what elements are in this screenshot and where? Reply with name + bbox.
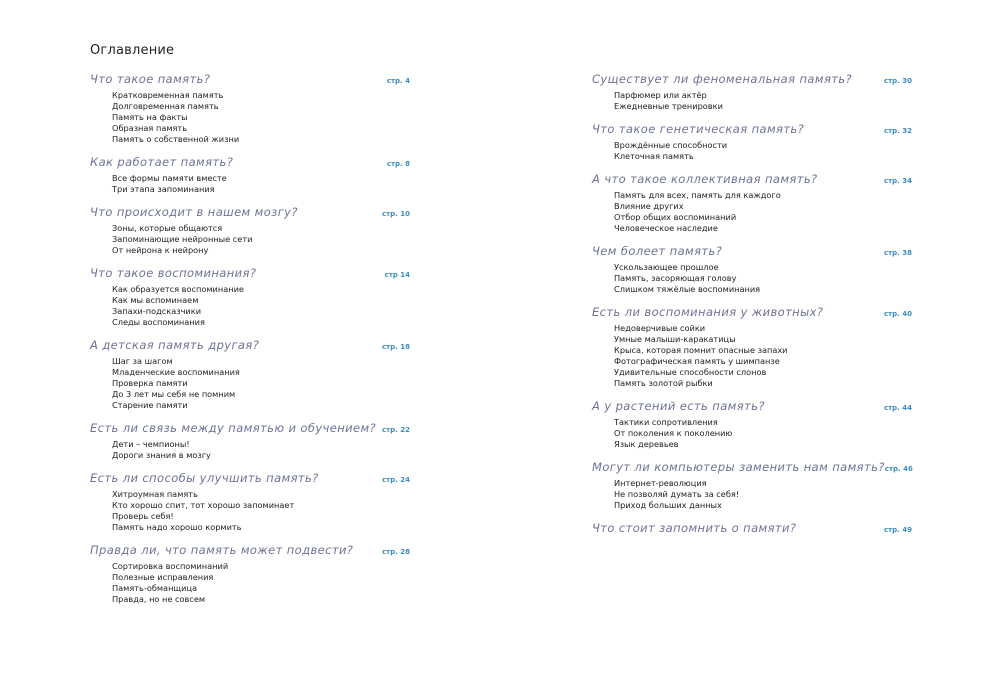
- toc-subsection-list: [90, 90, 410, 145]
- toc-subsection-item: Проверь себя!: [112, 511, 174, 521]
- toc-subsection-item: Правда, но не совсем: [112, 594, 206, 604]
- toc-subsection-item: Следы воспоминания: [112, 317, 205, 327]
- toc-section: [592, 72, 912, 112]
- toc-subsection-list: [90, 439, 410, 461]
- toc-page-number: стр 14: [384, 271, 410, 279]
- toc-section-title: Правда ли, что память может подвести?: [90, 543, 354, 557]
- toc-section-title: Есть ли воспоминания у животных?: [592, 305, 824, 319]
- toc-section-header: [90, 471, 410, 488]
- toc-subsection-item: Шаг за шагом: [112, 356, 173, 366]
- toc-section-title: Что такое воспоминания?: [90, 266, 257, 280]
- toc-subsection-item: Как образуется воспоминание: [112, 284, 244, 294]
- toc-subsection-item: Сортировка воспоминаний: [112, 561, 229, 571]
- toc-subsection-item: Память на факты: [112, 112, 188, 122]
- toc-subsection-item: Фотографическая память у шимпанзе: [614, 356, 780, 366]
- toc-section-header: [592, 460, 912, 477]
- toc-subsection-list: [90, 356, 410, 411]
- toc-subsection-list: [90, 284, 410, 328]
- toc-subsection-item: Тактики сопротивления: [614, 417, 718, 427]
- toc-subsection-list: [592, 190, 912, 234]
- toc-section-header: [90, 266, 410, 283]
- toc-subsection-item: Человеческое наследие: [614, 223, 718, 233]
- toc-section: [90, 338, 410, 411]
- toc-right-column: [592, 72, 912, 548]
- toc-section: [90, 471, 410, 533]
- toc-section-header: [592, 399, 912, 416]
- toc-section-title: Как работает память?: [90, 155, 234, 169]
- toc-section-header: [90, 338, 410, 355]
- toc-page-number: стр. 49: [883, 526, 912, 534]
- toc-subsection-item: Приход больших данных: [614, 500, 722, 510]
- toc-subsection-list: [592, 417, 912, 450]
- toc-subsection-item: Кто хорошо спит, тот хорошо запоминает: [112, 500, 295, 510]
- toc-section: [592, 172, 912, 234]
- toc-section-header: [592, 305, 912, 322]
- toc-page-number: стр. 10: [381, 210, 410, 218]
- toc-subsection-item: От поколения к поколению: [614, 428, 733, 438]
- toc-section: [90, 205, 410, 256]
- toc-subsection-list: [90, 561, 410, 605]
- toc-section: [592, 399, 912, 450]
- toc-subsection-list: [592, 262, 912, 295]
- toc-subsection-item: Младенческие воспоминания: [112, 367, 240, 377]
- toc-subsection-list: [90, 223, 410, 256]
- toc-section: [90, 421, 410, 461]
- toc-subsection-item: Влияние других: [614, 201, 684, 211]
- toc-subsection-item: Как мы вспоминаем: [112, 295, 199, 305]
- toc-subsection-item: Ежедневные тренировки: [614, 101, 723, 111]
- toc-subsection-list: [592, 478, 912, 511]
- toc-page-number: стр. 8: [386, 160, 410, 168]
- toc-subsection-item: До 3 лет мы себя не помним: [112, 389, 236, 399]
- toc-section: [90, 155, 410, 195]
- toc-subsection-list: [592, 90, 912, 112]
- toc-section: [592, 122, 912, 162]
- toc-subsection-list: [592, 140, 912, 162]
- toc-section: [592, 244, 912, 295]
- toc-subsection-item: Память золотой рыбки: [614, 378, 713, 388]
- toc-left-column: [90, 72, 410, 615]
- toc-subsection-item: Запахи-подсказчики: [112, 306, 202, 316]
- toc-subsection-item: Дороги знания в мозгу: [112, 450, 211, 460]
- toc-section-header: [90, 72, 410, 89]
- toc-subsection-item: Все формы памяти вместе: [112, 173, 227, 183]
- toc-subsection-item: Недоверчивые сойки: [614, 323, 706, 333]
- toc-subsection-item: Крыса, которая помнит опасные запахи: [614, 345, 788, 355]
- toc-section-header: [90, 421, 410, 438]
- toc-subsection-item: Кратковременная память: [112, 90, 224, 100]
- toc-subsection-item: От нейрона к нейрону: [112, 245, 209, 255]
- toc-section-title: Что стоит запомнить о памяти?: [592, 521, 797, 535]
- toc-page-number: стр. 34: [883, 177, 912, 185]
- toc-section: [90, 266, 410, 328]
- toc-page-number: стр. 46: [884, 465, 913, 473]
- toc-page-number: стр. 4: [386, 77, 410, 85]
- toc-subsection-item: Образная память: [112, 123, 188, 133]
- toc-subsection-list: [90, 489, 410, 533]
- toc-subsection-item: Дети – чемпионы!: [112, 439, 190, 449]
- toc-section: [90, 72, 410, 145]
- toc-subsection-item: Умные малыши-каракатицы: [614, 334, 736, 344]
- toc-subsection-item: Слишком тяжёлые воспоминания: [614, 284, 761, 294]
- toc-page-number: стр. 40: [883, 310, 912, 318]
- toc-section-title: А детская память другая?: [90, 338, 260, 352]
- toc-page-number: стр. 32: [883, 127, 912, 135]
- toc-page-number: стр. 18: [381, 343, 410, 351]
- toc-subsection-list: [592, 323, 912, 389]
- toc-section-title: Могут ли компьютеры заменить нам память?: [592, 460, 885, 474]
- toc-page-number: стр. 22: [381, 426, 410, 434]
- toc-section-header: [592, 521, 912, 538]
- toc-subsection-item: Запоминающие нейронные сети: [112, 234, 253, 244]
- toc-section-title: А у растений есть память?: [592, 399, 765, 413]
- toc-subsection-item: Интернет-революция: [614, 478, 707, 488]
- toc-section-title: Что такое память?: [90, 72, 211, 86]
- toc-section-title: Существует ли феноменальная память?: [592, 72, 853, 86]
- toc-section: [592, 521, 912, 538]
- toc-section-title: Чем болеет память?: [592, 244, 723, 258]
- page-title: Оглавление: [90, 43, 175, 58]
- toc-subsection-item: Удивительные способности слонов: [614, 367, 767, 377]
- toc-section-header: [592, 244, 912, 261]
- toc-subsection-item: Память, засоряющая голову: [614, 273, 737, 283]
- toc-page-number: стр. 38: [883, 249, 912, 257]
- toc-section-title: Есть ли способы улучшить память?: [90, 471, 319, 485]
- toc-subsection-item: Полезные исправления: [112, 572, 214, 582]
- toc-section-title: Что происходит в нашем мозгу?: [90, 205, 298, 219]
- toc-page-number: стр. 28: [381, 548, 410, 556]
- toc-subsection-item: Ускользающее прошлое: [614, 262, 719, 272]
- toc-section: [90, 543, 410, 605]
- toc-section-title: Есть ли связь между памятью и обучением?: [90, 421, 377, 435]
- toc-section-header: [90, 155, 410, 172]
- toc-page-number: стр. 44: [883, 404, 912, 412]
- toc-subsection-item: Проверка памяти: [112, 378, 188, 388]
- toc-section: [592, 460, 912, 511]
- toc-section-header: [592, 122, 912, 139]
- toc-section-header: [592, 172, 912, 189]
- toc-section-title: Что такое генетическая память?: [592, 122, 805, 136]
- toc-subsection-item: Клеточная память: [614, 151, 694, 161]
- toc-subsection-item: Не позволяй думать за себя!: [614, 489, 740, 499]
- toc-subsection-item: Память надо хорошо кормить: [112, 522, 242, 532]
- toc-subsection-item: Память для всех, память для каждого: [614, 190, 781, 200]
- toc-section-header: [90, 205, 410, 222]
- toc-section: [592, 305, 912, 389]
- toc-page-number: стр. 30: [883, 77, 912, 85]
- toc-subsection-item: Зоны, которые общаются: [112, 223, 223, 233]
- toc-section-title: А что такое коллективная память?: [592, 172, 818, 186]
- toc-page-number: стр. 24: [381, 476, 410, 484]
- toc-subsection-item: Врождённые способности: [614, 140, 728, 150]
- toc-subsection-item: Старение памяти: [112, 400, 188, 410]
- toc-subsection-list: [90, 173, 410, 195]
- toc-subsection-item: Память-обманщица: [112, 583, 198, 593]
- toc-subsection-item: Парфюмер или актёр: [614, 90, 707, 100]
- toc-subsection-item: Язык деревьев: [614, 439, 679, 449]
- toc-subsection-item: Память о собственной жизни: [112, 134, 240, 144]
- toc-subsection-item: Долговременная память: [112, 101, 219, 111]
- toc-section-header: [592, 72, 912, 89]
- toc-subsection-item: Отбор общих воспоминаний: [614, 212, 737, 222]
- toc-subsection-item: Три этапа запоминания: [112, 184, 215, 194]
- toc-section-header: [90, 543, 410, 560]
- toc-subsection-item: Хитроумная память: [112, 489, 198, 499]
